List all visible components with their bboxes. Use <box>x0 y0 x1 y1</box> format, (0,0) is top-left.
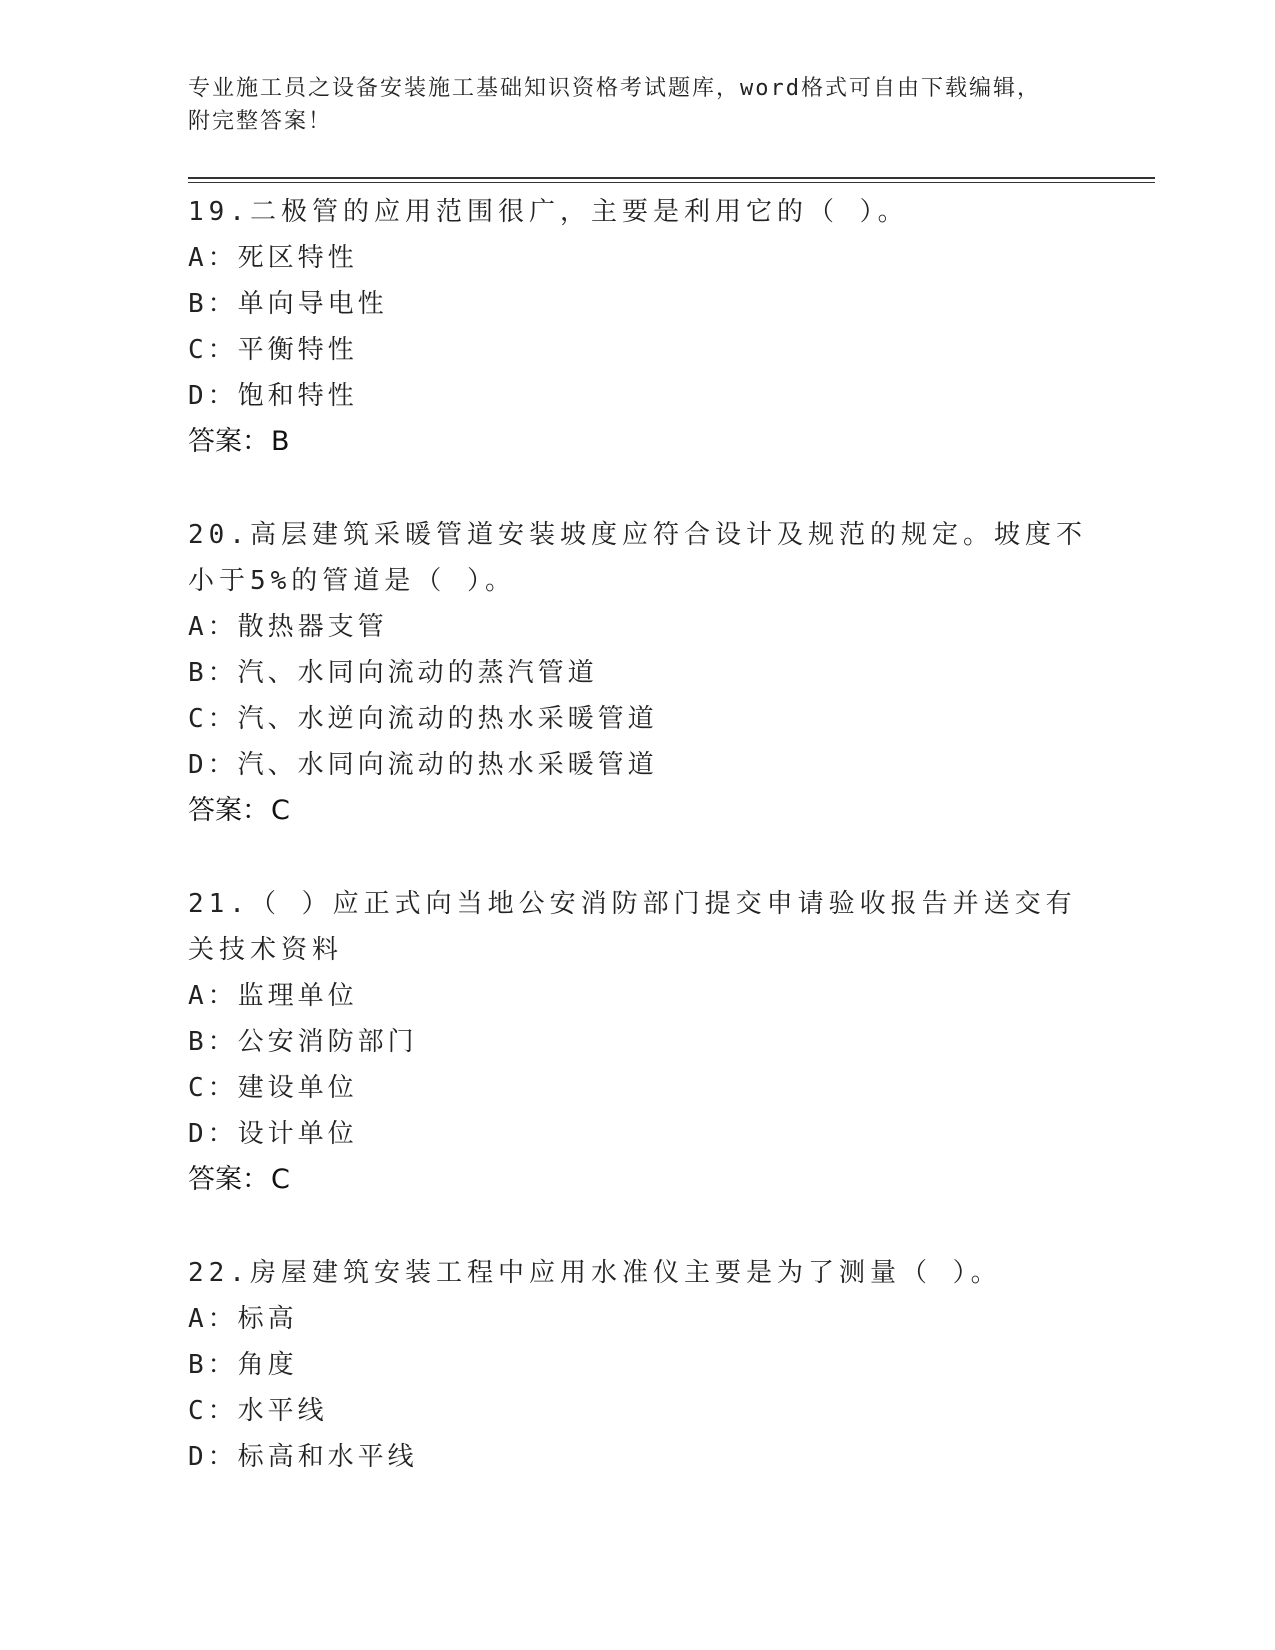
option-c: C：建设单位 <box>188 1073 358 1103</box>
answer-value: C <box>271 1164 290 1195</box>
answer-label: 答案： <box>188 795 269 826</box>
question-22 <box>188 1250 1088 1480</box>
answer-label: 答案： <box>188 1164 269 1195</box>
question-stem: 20.高层建筑采暖管道安装坡度应符合设计及规范的规定。坡度不小于5%的管道是（ ）。 <box>188 520 1087 596</box>
question-19 <box>188 189 1088 465</box>
option-d: D：设计单位 <box>188 1119 358 1149</box>
answer-line <box>188 1157 1088 1203</box>
option-b: B：单向导电性 <box>188 289 388 319</box>
option-c: C：水平线 <box>188 1396 328 1426</box>
answer-value: B <box>271 426 290 457</box>
question-stem: 19.二极管的应用范围很广，主要是利用它的（ ）。 <box>188 197 909 227</box>
option-d: D：饱和特性 <box>188 381 358 411</box>
option-b: B：角度 <box>188 1350 298 1380</box>
header-divider-thin <box>188 182 1155 183</box>
option-c: C：汽、水逆向流动的热水采暖管道 <box>188 704 658 734</box>
question-stem: 21.（ ）应正式向当地公安消防部门提交申请验收报告并送交有关技术资料 <box>188 889 1077 965</box>
option-d: D：标高和水平线 <box>188 1442 418 1472</box>
option-a: A：散热器支管 <box>188 612 388 642</box>
header-line-2: 附完整答案！ <box>188 109 333 134</box>
answer-value: C <box>271 795 290 826</box>
option-b: B：汽、水同向流动的蒸汽管道 <box>188 658 598 688</box>
answer-label: 答案： <box>188 426 269 457</box>
question-21 <box>188 881 1088 1203</box>
header-divider-thick <box>188 177 1155 179</box>
option-c: C：平衡特性 <box>188 335 358 365</box>
document-header <box>188 72 1088 138</box>
header-line-1: 专业施工员之设备安装施工基础知识资格考试题库，word格式可自由下载编辑， <box>188 76 1041 101</box>
option-b: B：公安消防部门 <box>188 1027 418 1057</box>
question-stem: 22.房屋建筑安装工程中应用水准仪主要是为了测量（ ）。 <box>188 1258 1002 1288</box>
question-list <box>188 189 1088 1480</box>
option-a: A：标高 <box>188 1304 298 1334</box>
question-20 <box>188 512 1088 834</box>
option-a: A：死区特性 <box>188 243 358 273</box>
option-a: A：监理单位 <box>188 981 358 1011</box>
option-d: D：汽、水同向流动的热水采暖管道 <box>188 750 658 780</box>
answer-line <box>188 788 1088 834</box>
answer-line <box>188 419 1088 465</box>
